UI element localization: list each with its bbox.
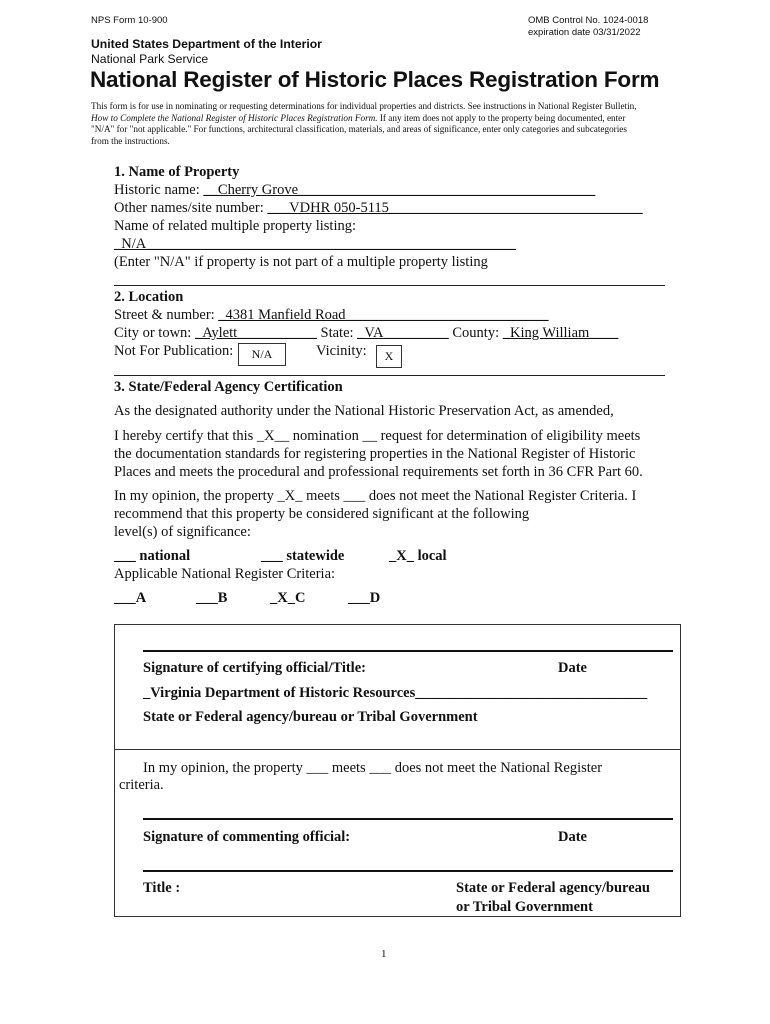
level-local[interactable]: _X_ local	[389, 548, 447, 564]
commenting-signature-label: Signature of commenting official:	[143, 829, 351, 845]
department-name: United States Department of the Interior	[91, 37, 322, 51]
other-names-label: Other names/site number:	[114, 200, 264, 216]
box-divider	[114, 749, 681, 750]
certify-line-2: the documentation standards for registering properties in the National Register of Historic	[114, 446, 636, 462]
commenting-opinion-line-1: In my opinion, the property ___ meets ___ does not meet the National Register	[143, 760, 603, 776]
street-label: Street & number:	[114, 307, 215, 323]
intro-paragraph	[91, 101, 681, 147]
criterion-c[interactable]: _X_C	[270, 590, 306, 606]
criterion-a[interactable]: ___A	[114, 590, 147, 606]
section-1-heading: 1. Name of Property	[114, 164, 240, 180]
street-row	[114, 307, 549, 324]
state-field[interactable]: _VA_________	[357, 325, 449, 341]
criterion-b[interactable]: ___B	[196, 590, 228, 606]
service-name: National Park Service	[91, 52, 209, 66]
opinion-line-3: level(s) of significance:	[114, 524, 251, 540]
page-number: 1	[381, 948, 387, 960]
other-names-row	[114, 200, 643, 217]
section-3-heading: 3. State/Federal Agency Certification	[114, 379, 343, 395]
agency-label-line-2: or Tribal Government	[456, 899, 593, 915]
street-field[interactable]: _4381 Manfield Road____________________________	[218, 307, 549, 323]
other-names-field[interactable]: ___VDHR 050-5115___________________________________	[267, 200, 643, 216]
historic-name-row	[114, 182, 595, 199]
certifying-agency-field[interactable]: _Virginia Department of Historic Resources________________________________	[143, 685, 648, 701]
title-label: Title :	[143, 880, 181, 896]
level-statewide[interactable]: ___ statewide	[261, 548, 345, 564]
form-number: NPS Form 10-900	[91, 15, 168, 26]
criteria-label: Applicable National Register Criteria:	[114, 566, 336, 582]
city-label: City or town:	[114, 325, 192, 341]
intro-line-1: This form is for use in nominating or requesting determinations for individual properties and districts. See instructions in National Register Bulletin,	[91, 101, 637, 111]
state-label: State:	[320, 325, 354, 341]
authority-statement: As the designated authority under the National Historic Preservation Act, as amended,	[114, 403, 614, 419]
certify-line-3: Places and meets the procedural and professional requirements set forth in 36 CFR Part 60.	[114, 464, 643, 480]
commenting-opinion-line-2: criteria.	[119, 777, 164, 793]
related-listing-field[interactable]: _N/A___________________________________________________	[114, 236, 516, 252]
signature-line[interactable]	[143, 650, 673, 652]
omb-control-number: OMB Control No. 1024-0018	[528, 15, 649, 26]
intro-line-4: from the instructions.	[91, 135, 170, 146]
not-for-publication-box[interactable]: N/A	[238, 343, 286, 366]
opinion-line-2: recommend that this property be considered significant at the following	[114, 506, 530, 522]
agency-label-line-1: State or Federal agency/bureau	[456, 880, 650, 896]
commenting-signature-line[interactable]	[143, 818, 673, 820]
section-divider	[114, 285, 665, 286]
multiple-listing-note: (Enter "N/A" if property is not part of a multiple property listing	[114, 254, 488, 270]
historic-name-field[interactable]: __Cherry Grove_________________________________________	[203, 182, 596, 198]
section-2-heading: 2. Location	[114, 289, 184, 305]
related-listing-label: Name of related multiple property listing:	[114, 218, 357, 234]
county-label: County:	[452, 325, 500, 341]
city-state-county-row	[114, 325, 618, 342]
level-national[interactable]: ___ national	[114, 548, 191, 564]
commenting-date-label: Date	[558, 829, 587, 845]
historic-name-label: Historic name:	[114, 182, 200, 198]
city-field[interactable]: _Aylett___________	[194, 325, 317, 341]
intro-line-3: "N/A" for "not applicable." For functions, architectural classification, materials, and areas of significance, enter only categories and subcategories	[91, 124, 627, 135]
intro-bulletin-title: How to Complete the National Register of Historic Places Registration Form.	[91, 112, 378, 123]
opinion-line-1: In my opinion, the property _X_ meets ___ does not meet the National Register Criteria. I	[114, 488, 637, 504]
county-field[interactable]: _King William____	[502, 325, 619, 341]
certifying-agency-label: State or Federal agency/bureau or Tribal Government	[143, 709, 478, 725]
intro-line-2: If any item does not apply to the property being documented, enter	[377, 112, 626, 123]
criterion-d[interactable]: ___D	[348, 590, 381, 606]
vicinity-checkbox[interactable]: X	[376, 345, 402, 368]
title-line[interactable]	[143, 870, 673, 872]
not-for-publication-label: Not For Publication:	[114, 343, 234, 359]
certifying-signature-label: Signature of certifying official/Title:	[143, 660, 366, 676]
expiration-date: expiration date 03/31/2022	[528, 27, 641, 38]
certifying-date-label: Date	[558, 660, 587, 676]
page-title: National Register of Historic Places Registration Form	[90, 67, 660, 92]
certify-line-1: I hereby certify that this _X__ nomination __ request for determination of eligibility meets	[114, 428, 641, 444]
section-divider	[114, 375, 665, 376]
vicinity-label: Vicinity:	[316, 343, 367, 359]
